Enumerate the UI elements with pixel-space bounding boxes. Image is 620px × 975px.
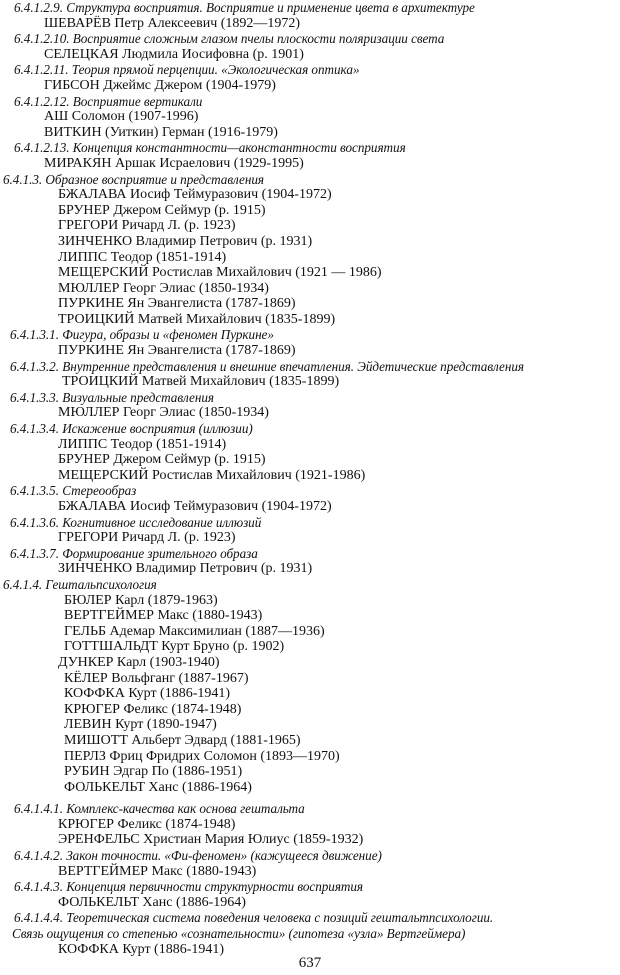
person-entry: БЖАЛАВА Иосиф Теймуразович (1904-1972) [58, 499, 332, 514]
person-entry: СЕЛЕЦКАЯ Людмила Иосифовна (р. 1901) [44, 46, 304, 62]
section-heading: 6.4.1.4.2. Закон точности. «Фи-феномен» (кажущееся движение) [14, 848, 382, 864]
person-entry: КРЮГЕР Феликс (1874-1948) [64, 701, 242, 717]
person-entry: ЛИППС Теодор (1851-1914) [58, 249, 227, 265]
person-entry: БРУНЕР Джером Сеймур (р. 1915) [58, 202, 266, 218]
section-heading: 6.4.1.4.4. Теоретическая система поведения человека с позиций гештальтпсихологии. [14, 910, 494, 926]
person-entry: ЗИНЧЕНКО Владимир Петрович (р. 1931) [58, 233, 313, 249]
section-heading: 6.4.1.4. Гештальпсихология [3, 576, 157, 592]
section-heading: 6.4.1.3.5. Стереообраз [10, 483, 137, 499]
person-entry: ГОТТШАЛЬДТ Курт Бруно (р. 1902) [64, 639, 285, 655]
section-heading: 6.4.1.2.11. Теория прямой перцепции. «Экологическая оптика» [14, 62, 360, 78]
section-heading: 6.4.1.3.7. Формирование зрительного образа [10, 545, 258, 561]
section-heading: 6.4.1.2.10. Восприятие сложным глазом пчелы плоскости поляризации света [14, 31, 445, 47]
person-entry: ФОЛЬКЕЛЬТ Ханс (1886-1964) [64, 779, 252, 795]
section-heading: 6.4.1.4.3. Концепция первичности структурности восприятия [14, 879, 364, 895]
section-heading: 6.4.1.2.9. Структура восприятия. Восприятие и применение цвета в архитектуре [14, 0, 475, 15]
person-entry: ПЕРЛЗ Фриц Фридрих Соломон (1893—1970) [64, 748, 340, 764]
section-heading: 6.4.1.4.1. Комплекс-качества как основа гештальта [14, 801, 305, 817]
person-entry: ТРОИЦКИЙ Матвей Михайлович (1835-1899) [58, 311, 336, 327]
person-entry: ГРЕГОРИ Ричард Л. (р. 1923) [58, 530, 236, 546]
section-heading: 6.4.1.2.12. Восприятие вертикали [14, 93, 203, 109]
section-heading: 6.4.1.3.4. Искажение восприятия (иллюзии) [10, 421, 253, 437]
person-entry: ЛИППС Теодор (1851-1914) [58, 436, 227, 452]
person-entry: МЮЛЛЕР Георг Элиас (1850-1934) [58, 280, 269, 296]
section-heading: 6.4.1.3. Образное восприятие и представления [3, 171, 264, 187]
person-entry: ФОЛЬКЕЛЬТ Ханс (1886-1964) [58, 894, 246, 910]
person-entry: ЗИНЧЕНКО Владимир Петрович (р. 1931) [58, 561, 313, 577]
person-entry: БРУНЕР Джером Сеймур (р. 1915) [58, 452, 266, 468]
person-entry: ВЕРТГЕЙМЕР Макс (1880-1943) [64, 608, 263, 624]
person-entry: ТРОИЦКИЙ Матвей Михайлович (1835-1899) [62, 374, 340, 390]
person-entry: ПУРКИНЕ Ян Эвангелиста (1787-1869) [58, 343, 296, 359]
person-entry: ГРЕГОРИ Ричард Л. (р. 1923) [58, 218, 236, 234]
section-heading: 6.4.1.3.3. Визуальные представления [10, 389, 214, 405]
section-heading: 6.4.1.3.1. Фигура, образы и «феномен Пуркине» [10, 327, 274, 343]
person-entry: ГИБСОН Джеймс Джером (1904-1979) [44, 77, 276, 93]
person-entry: ВИТКИН (Уиткин) Герман (1916-1979) [44, 124, 278, 140]
page-number: 637 [298, 955, 322, 971]
section-heading: 6.4.1.3.2. Внутренние представления и внешние впечатления. Эйдетические представления [10, 358, 524, 374]
person-entry: БЖАЛАВА Иосиф Теймуразович (1904-1972) [58, 187, 332, 203]
person-entry: ШЕВАРЁВ Петр Алексеевич (1892—1972) [44, 15, 301, 31]
person-entry: БЮЛЕР Карл (1879-1963) [64, 592, 218, 608]
person-entry: ПУРКИНЕ Ян Эвангелиста (1787-1869) [58, 296, 296, 312]
person-entry: АШ Соломон (1907-1996) [44, 109, 199, 125]
section-heading-continuation: Связь ощущения со степенью «сознательности» (гипотеза «узла» Вертгеймера) [12, 926, 466, 942]
person-entry: ВЕРТГЕЙМЕР Макс (1880-1943) [58, 863, 257, 879]
section-heading: 6.4.1.3.6. Когнитивное исследование иллюзий [10, 514, 262, 530]
person-entry: МЕЩЕРСКИЙ Ростислав Михайлович (1921-1986) [58, 467, 366, 483]
person-entry: МИШОТТ Альберт Эдвард (1881-1965) [64, 732, 301, 748]
person-entry: РУБИН Эдгар По (1886-1951) [64, 764, 243, 780]
person-entry: МИРАКЯН Аршак Исраелович (1929-1995) [44, 155, 304, 171]
person-entry: ГЕЛЬБ Адемар Максимилиан (1887—1936) [64, 623, 325, 639]
person-entry: ДУНКЕР Карл (1903-1940) [58, 654, 220, 670]
person-entry: КРЮГЕР Феликс (1874-1948) [58, 816, 236, 832]
person-entry: КОФФКА Курт (1886-1941) [58, 941, 225, 957]
person-entry: МЮЛЛЕР Георг Элиас (1850-1934) [58, 405, 269, 421]
person-entry: КОФФКА Курт (1886-1941) [64, 686, 231, 702]
person-entry: МЕЩЕРСКИЙ Ростислав Михайлович (1921 — 1986) [58, 265, 382, 281]
person-entry: ЛЕВИН Курт (1890-1947) [64, 717, 217, 733]
section-heading: 6.4.1.2.13. Концепция константности—аконстантности восприятия [14, 140, 406, 156]
person-entry: КЁЛЕР Вольфганг (1887-1967) [64, 670, 249, 686]
person-entry: ЭРЕНФЕЛЬС Христиан Мария Юлиус (1859-1932) [58, 832, 364, 848]
